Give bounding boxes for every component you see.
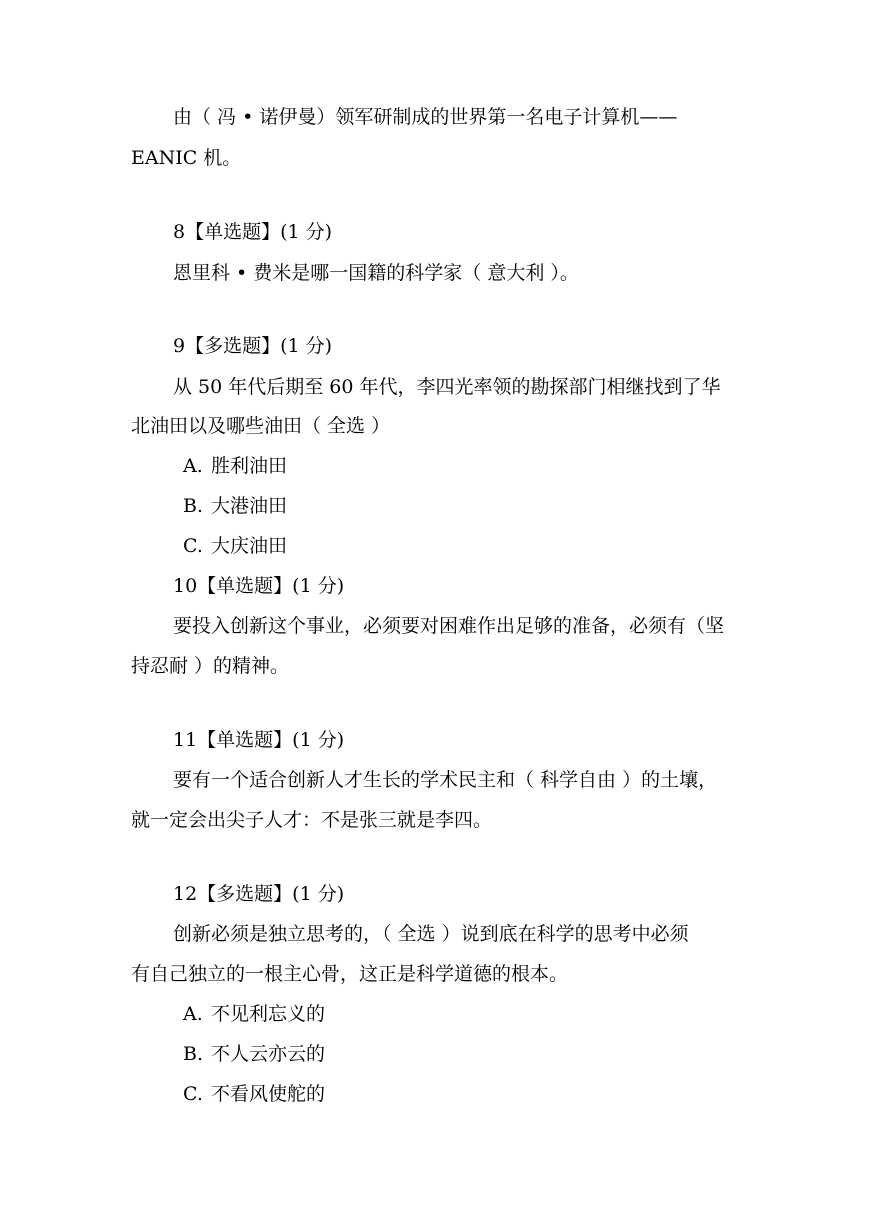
option-b [183, 494, 287, 518]
option-text: 不见利忘义的 [211, 1003, 326, 1025]
intro-line-1: 由（ 冯 • 诺伊曼）领军研制成的世界第一名电子计算机—— [173, 106, 678, 128]
option-a [183, 1002, 325, 1026]
option-text: 大港油田 [211, 495, 288, 517]
question-text: 要投入创新这个事业，必须要对困难作出足够的准备，必须有（坚 [173, 615, 725, 637]
option-label: B. [183, 1043, 204, 1065]
question-text: 就一定会出尖子人才：不是张三就是李四。 [131, 809, 493, 831]
option-label: C. [183, 535, 203, 557]
option-text: 大庆油田 [211, 535, 288, 557]
option-b [183, 1042, 325, 1066]
question-text: 创新必须是独立思考的，（ 全选 ）说到底在科学的思考中必须 [173, 923, 689, 945]
question-header: 11【单选题】(1 分) [173, 729, 345, 751]
question-text: 北油田以及哪些油田（ 全选 ） [131, 415, 391, 437]
option-a [183, 454, 287, 478]
option-c [183, 1082, 325, 1106]
question-text: 要有一个适合创新人才生长的学术民主和（ 科学自由 ）的土壤， [173, 769, 718, 791]
question-header: 9【多选题】(1 分) [173, 335, 333, 357]
question-header: 10【单选题】(1 分) [173, 575, 345, 597]
question-text: 持忍耐 ）的精神。 [131, 655, 290, 677]
question-text: 从 50 年代后期至 60 年代，李四光率领的勘探部门相继找到了华 [173, 376, 721, 398]
question-header: 12【多选题】(1 分) [173, 883, 345, 905]
option-text: 不看风使舵的 [211, 1083, 326, 1105]
option-text: 胜利油田 [211, 455, 288, 477]
question-header: 8【单选题】(1 分) [173, 221, 333, 243]
option-label: B. [183, 495, 204, 517]
option-c [183, 534, 287, 558]
question-text: 有自己独立的一根主心骨，这正是科学道德的根本。 [131, 963, 569, 985]
option-label: C. [183, 1083, 203, 1105]
option-text: 不人云亦云的 [211, 1043, 326, 1065]
option-label: A. [183, 455, 203, 477]
intro-line-2: EANIC 机。 [131, 147, 242, 169]
question-text: 恩里科 • 费米是哪一国籍的科学家（ 意大利 ）。 [173, 262, 579, 284]
option-label: A. [183, 1003, 203, 1025]
